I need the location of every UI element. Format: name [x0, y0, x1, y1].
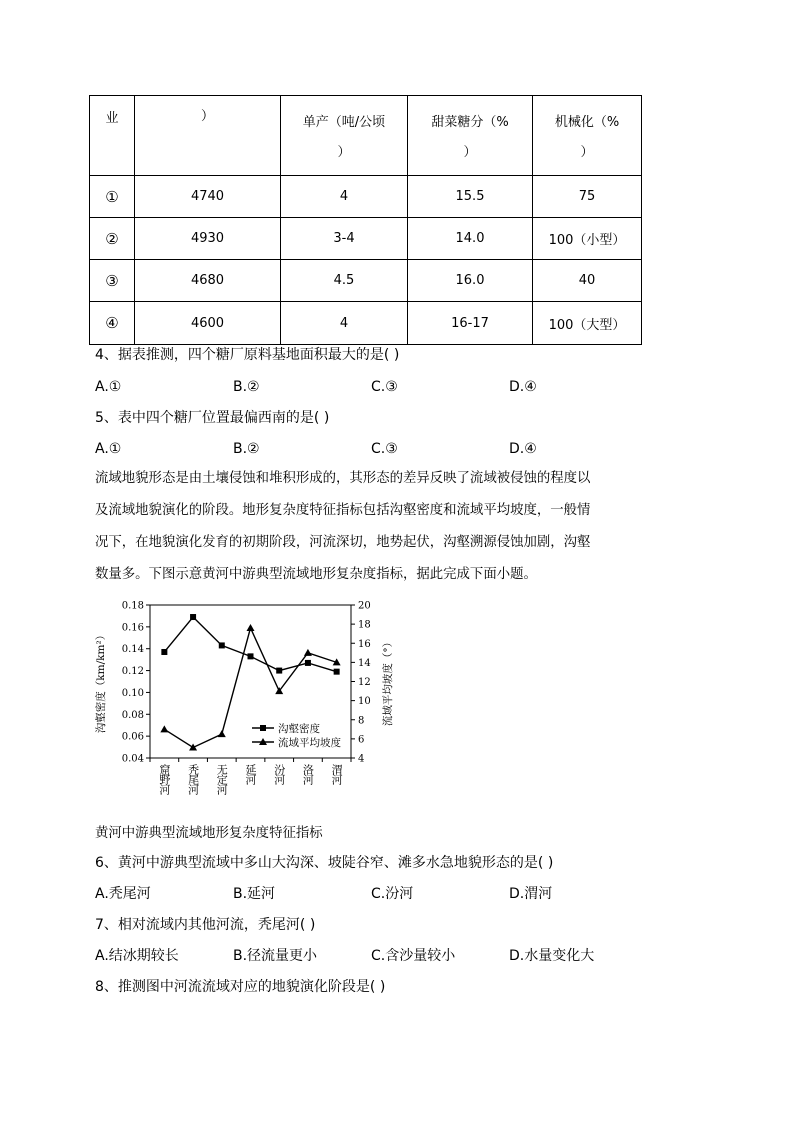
table-header-cell: 业 [90, 96, 135, 176]
x-axis-category-label: 渭河 [330, 764, 344, 784]
right-axis-tick-label: 8 [358, 715, 365, 727]
table-cell: 4 [281, 176, 408, 218]
x-axis-category-label: 秃尾河 [186, 764, 200, 794]
table-row [90, 302, 642, 345]
table-cell: 4.5 [281, 260, 408, 302]
left-axis-tick-label: 0.06 [121, 731, 144, 743]
q4-option-a[interactable]: A.① [95, 379, 122, 395]
figure-caption: 黄河中游典型流域地形复杂度特征指标 [95, 826, 323, 841]
gully-density-point [190, 614, 196, 620]
table-header-cell: 甜菜糖分（% ） [408, 96, 533, 176]
gully-density-point [219, 642, 225, 648]
table-cell: 14.0 [408, 218, 533, 260]
q7-option-d[interactable]: D.水量变化大 [509, 948, 595, 964]
passage-line: 况下，在地貌演化发育的初期阶段，河流深切，地势起伏，沟壑溯源侵蚀加剧，沟壑 [95, 535, 591, 550]
table-cell: 4740 [135, 176, 281, 218]
gully-density-point [334, 669, 340, 675]
table-header-cell: 机械化（% ） [533, 96, 642, 176]
q6-option-d[interactable]: D.渭河 [509, 886, 553, 902]
q6-option-a[interactable]: A.秃尾河 [95, 886, 151, 902]
gully-density-point [161, 649, 167, 655]
gully-density-point [305, 660, 311, 666]
question-6-stem: 6、黄河中游典型流域中多山大沟深、坡陡谷窄、滩多水急地貌形态的是( ) [95, 855, 554, 871]
right-axis-tick-label: 16 [358, 638, 371, 650]
table-cell: 16.0 [408, 260, 533, 302]
table-cell: 16-17 [408, 302, 533, 345]
passage-line: 数量多。下图示意黄河中游典型流域地形复杂度指标，据此完成下面小题。 [95, 567, 537, 582]
left-axis-tick-label: 0.18 [121, 600, 144, 612]
left-axis-tick-label: 0.10 [121, 687, 144, 699]
table-cell: 75 [533, 176, 642, 218]
table-cell: 15.5 [408, 176, 533, 218]
left-axis-tick-label: 0.16 [121, 622, 144, 634]
table-header-cell: ） [135, 96, 281, 176]
table-cell: 4 [281, 302, 408, 345]
right-axis-tick-label: 20 [358, 600, 371, 612]
q5-option-a[interactable]: A.① [95, 441, 122, 457]
x-axis-category-label: 窟野河 [157, 764, 171, 794]
table-row [90, 218, 642, 260]
x-axis-category-label: 延河 [244, 764, 257, 784]
question-8-stem: 8、推测图中河流流域对应的地貌演化阶段是( ) [95, 979, 386, 995]
question-5-stem: 5、表中四个糖厂位置最偏西南的是( ) [95, 410, 330, 426]
q7-option-b[interactable]: B.径流量更小 [233, 948, 318, 964]
q6-option-c[interactable]: C.汾河 [371, 886, 414, 902]
slope-point [304, 649, 312, 656]
x-axis-category-label: 无定河 [215, 764, 229, 794]
q4-option-d[interactable]: D.④ [509, 379, 537, 395]
question-7-stem: 7、相对流域内其他河流，秃尾河( ) [95, 917, 316, 933]
table-row [90, 260, 642, 302]
table-cell: 100（小型） [533, 218, 642, 260]
x-axis-category-label: 洛河 [301, 764, 315, 784]
right-axis-tick-label: 18 [358, 619, 371, 631]
q5-option-c[interactable]: C.③ [371, 441, 398, 457]
table-cell: ① [90, 176, 135, 218]
left-axis-tick-label: 0.08 [121, 709, 144, 721]
slope-point [247, 624, 255, 631]
q6-option-b[interactable]: B.延河 [233, 886, 276, 902]
legend-marker-square [260, 725, 266, 731]
table-cell: 40 [533, 260, 642, 302]
table-header-row [90, 96, 642, 176]
question-4-stem: 4、据表推测，四个糖厂原料基地面积最大的是( ) [95, 347, 400, 363]
gully-density-point [276, 668, 282, 674]
q7-option-c[interactable]: C.含沙量较小 [371, 948, 456, 964]
gully-density-point [248, 653, 254, 659]
x-axis-category-label: 汾河 [272, 764, 286, 784]
left-axis-tick-label: 0.12 [121, 666, 144, 678]
left-axis-title: 沟壑密度（km/km²） [95, 629, 107, 734]
table-cell: 3-4 [281, 218, 408, 260]
right-axis-tick-label: 4 [358, 753, 365, 765]
legend-label-gully-density: 沟壑密度 [278, 723, 320, 735]
passage-line: 及流域地貌演化的阶段。地形复杂度特征指标包括沟壑密度和流域平均坡度，一般情 [95, 503, 591, 518]
table-row [90, 176, 642, 218]
q7-option-a[interactable]: A.结冰期较长 [95, 948, 179, 964]
slope-point [218, 730, 226, 737]
q4-option-b[interactable]: B.② [233, 379, 260, 395]
table-cell: ④ [90, 302, 135, 345]
passage-line: 流域地貌形态是由土壤侵蚀和堆积形成的，其形态的差异反映了流域被侵蚀的程度以 [95, 471, 591, 486]
data-table [89, 95, 642, 345]
table-cell: 4600 [135, 302, 281, 345]
slope-point [160, 725, 168, 732]
right-axis-tick-label: 6 [358, 734, 365, 746]
table-cell: 4930 [135, 218, 281, 260]
left-axis-tick-label: 0.04 [121, 753, 144, 765]
right-axis-tick-label: 14 [358, 657, 371, 669]
slope-point [189, 743, 197, 750]
q4-option-c[interactable]: C.③ [371, 379, 398, 395]
q5-option-d[interactable]: D.④ [509, 441, 537, 457]
q5-option-b[interactable]: B.② [233, 441, 260, 457]
table-cell: 100（大型） [533, 302, 642, 345]
table-header-cell: 单产（吨/公顷 ） [281, 96, 408, 176]
table-cell: 4680 [135, 260, 281, 302]
terrain-complexity-chart [95, 595, 405, 810]
right-axis-tick-label: 12 [358, 677, 371, 688]
left-axis-tick-label: 0.14 [121, 644, 144, 656]
right-axis-tick-label: 10 [358, 696, 371, 708]
table-cell: ③ [90, 260, 135, 302]
table-cell: ② [90, 218, 135, 260]
legend-label-slope: 流域平均坡度 [278, 737, 341, 749]
right-axis-title: 流域平均坡度（°） [382, 636, 394, 727]
